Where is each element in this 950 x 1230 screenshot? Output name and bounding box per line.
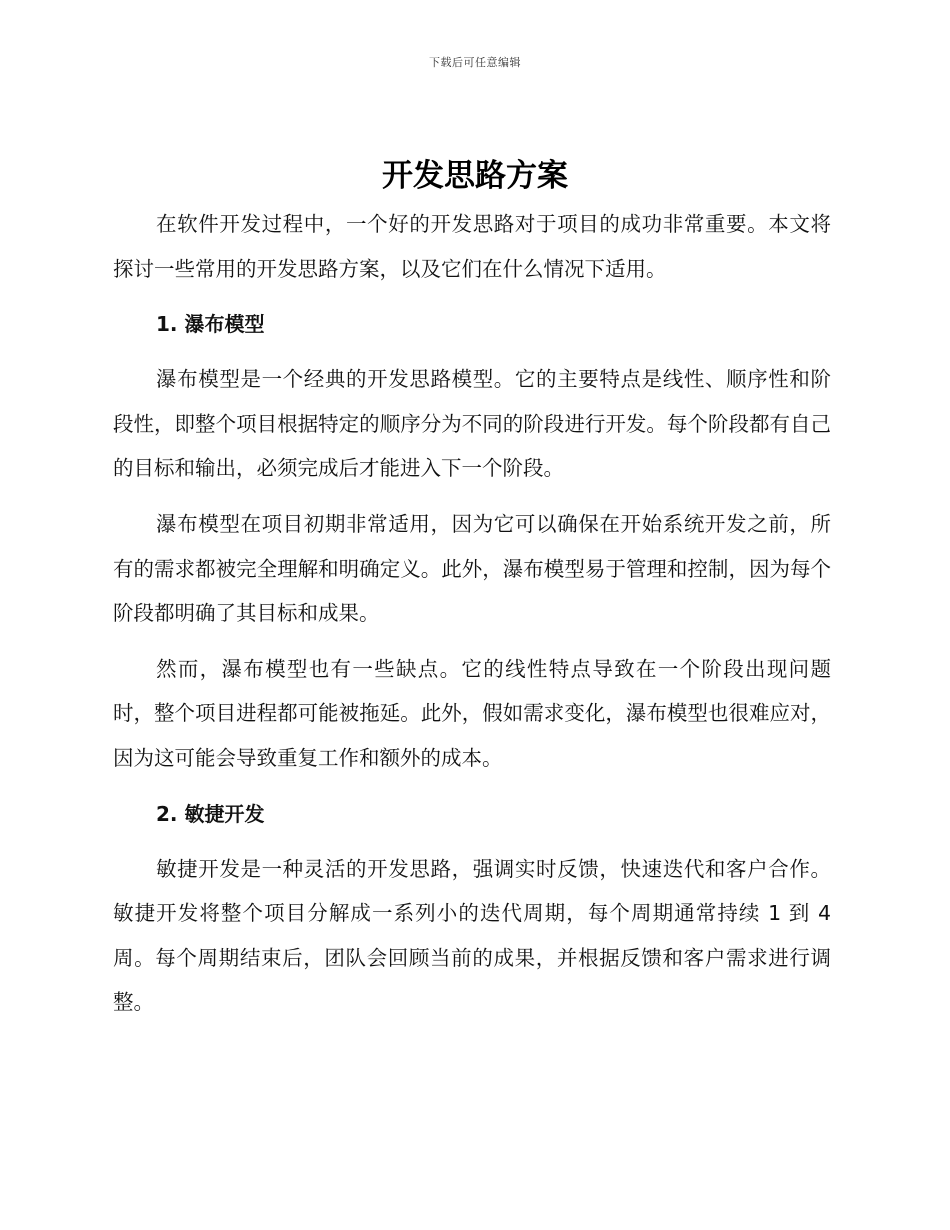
intro-paragraph: 在软件开发过程中，一个好的开发思路对于项目的成功非常重要。本文将探讨一些常用的开发思路方案，以及它们在什么情况下适用。 (113, 212, 831, 281)
header-note: 下载后可任意编辑 (429, 56, 521, 69)
section-heading-waterfall: 1. 瀑布模型 (156, 312, 265, 337)
agile-paragraph-1: 敏捷开发是一种灵活的开发思路，强调实时反馈，快速迭代和客户合作。敏捷开发将整个项目分解成一系列小的迭代周期，每个周期通常持续 1 到 4 周。每个周期结束后，团队会回顾当前的成果，并根据反馈和客户需求进行调整。 (113, 856, 831, 1015)
waterfall-paragraph-2: 瀑布模型在项目初期非常适用，因为它可以确保在开始系统开发之前，所有的需求都被完全理解和明确定义。此外，瀑布模型易于管理和控制，因为每个阶段都明确了其目标和成果。 (113, 511, 831, 626)
document-body (113, 202, 831, 1025)
waterfall-paragraph-3: 然而，瀑布模型也有一些缺点。它的线性特点导致在一个阶段出现问题时，整个项目进程都可能被拖延。此外，假如需求变化，瀑布模型也很难应对，因为这可能会导致重复工作和额外的成本。 (113, 656, 831, 770)
section-heading-agile: 2. 敏捷开发 (156, 801, 265, 826)
document-title: 开发思路方案 (382, 158, 568, 194)
waterfall-paragraph-1: 瀑布模型是一个经典的开发思路模型。它的主要特点是线性、顺序性和阶段性，即整个项目根据特定的顺序分为不同的阶段进行开发。每个阶段都有自己的目标和输出，必须完成后才能进入下一个阶段。 (113, 367, 831, 481)
